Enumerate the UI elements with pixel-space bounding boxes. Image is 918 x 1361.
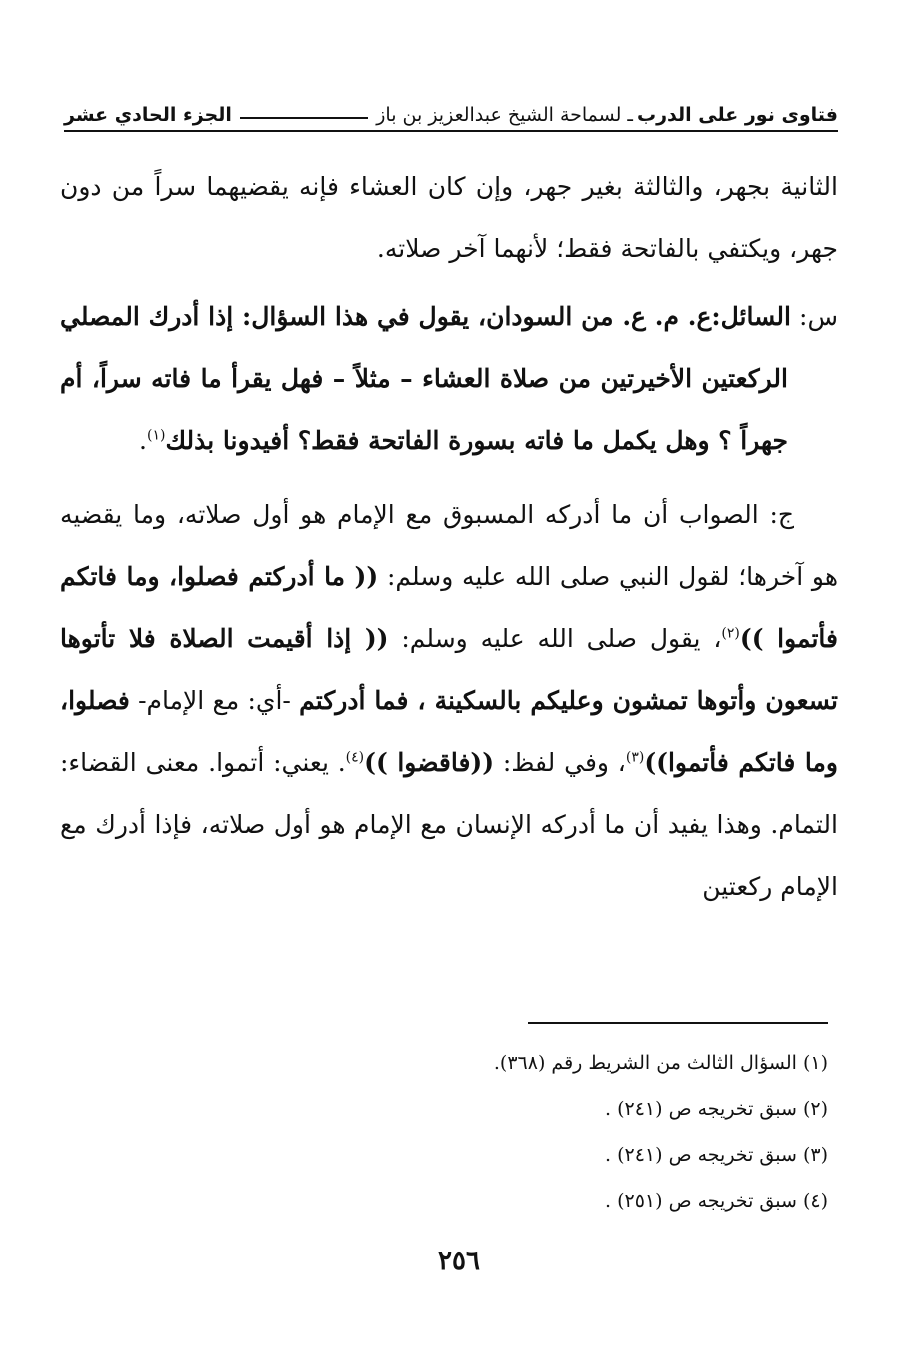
answer-text-3: -أي: مع الإمام-	[129, 686, 300, 715]
question-end: .	[139, 426, 147, 455]
footnote-3: (٣) سبق تخريجه ص (٢٤١) .	[605, 1144, 828, 1166]
footnote-ref-1: (١)	[146, 427, 166, 444]
footnote-1: (١) السؤال الثالث من الشريط رقم (٣٦٨).	[493, 1052, 828, 1074]
footnote-separator	[528, 1022, 828, 1024]
question-label: س:	[799, 302, 838, 331]
question-text: السائل:ع. م. ع. من السودان، يقول في هذا السؤال: إذا أدرك المصلي الركعتين الأخيرتين من صلاة العشاء – مثلاً – فهل يقرأ ما فاته سراً، أم جهراً ؟ وهل يكمل ما فاته بسورة الفاتحة فقط؟ أفيدونا بذلك	[60, 302, 791, 455]
header-book-title: فتاوى نور على الدرب	[637, 104, 838, 126]
answer-text-5: . يعني: أتموا. معنى القضاء: التمام. وهذا يفيد أن ما أدركه الإنسان مع الإمام هو أول صلاته، فإذا أدرك مع الإمام ركعتين	[60, 748, 838, 901]
footnote-ref-4: (٤)	[345, 749, 365, 766]
answer-text-4: ، وفي لفظ:	[494, 748, 626, 777]
hadith-quote-2-end: فصلوا، وما فاتكم فأتموا))	[60, 686, 838, 777]
question-paragraph	[60, 286, 838, 472]
header-volume: الجزء الحادي عشر	[64, 104, 232, 126]
running-header	[64, 86, 838, 132]
continued-text: الثانية بجهر، والثالثة بغير جهر، وإن كان العشاء فإنه يقضيهما سراً من دون جهر، ويكتفي بالفاتحة فقط؛ لأنهما آخر صلاته.	[60, 172, 838, 263]
hadith-quote-3: ((فاقضوا ))	[364, 748, 495, 777]
header-author: ـ لسماحة الشيخ عبدالعزيز بن باز	[376, 104, 633, 126]
footnote-4: (٤) سبق تخريجه ص (٢٥١) .	[605, 1190, 828, 1212]
hadith-quote-1: (( ما أدركتم فصلوا، وما فاتكم فأتموا ))	[60, 562, 838, 653]
answer-text-2: ، يقول صلى الله عليه وسلم:	[388, 624, 722, 653]
footnote-2: (٢) سبق تخريجه ص (٢٤١) .	[605, 1098, 828, 1120]
page-number: ٢٥٦	[438, 1246, 480, 1276]
footnotes	[80, 1040, 828, 1224]
header-rule	[240, 117, 368, 119]
continued-paragraph	[60, 156, 838, 280]
footnote-ref-3: (٣)	[625, 749, 645, 766]
footnote-ref-2: (٢)	[721, 625, 740, 642]
answer-text-1: ج: الصواب أن ما أدركه المسبوق مع الإمام هو أول صلاته، وما يقضيه هو آخرها؛ لقول النبي صلى الله عليه وسلم:	[60, 500, 838, 591]
page-body	[60, 156, 838, 918]
hadith-quote-2: (( إذا أقيمت الصلاة فلا تأتوها تسعون وأتوها تمشون وعليكم بالسكينة ، فما أدركتم	[60, 624, 838, 715]
answer-paragraph	[60, 484, 838, 918]
